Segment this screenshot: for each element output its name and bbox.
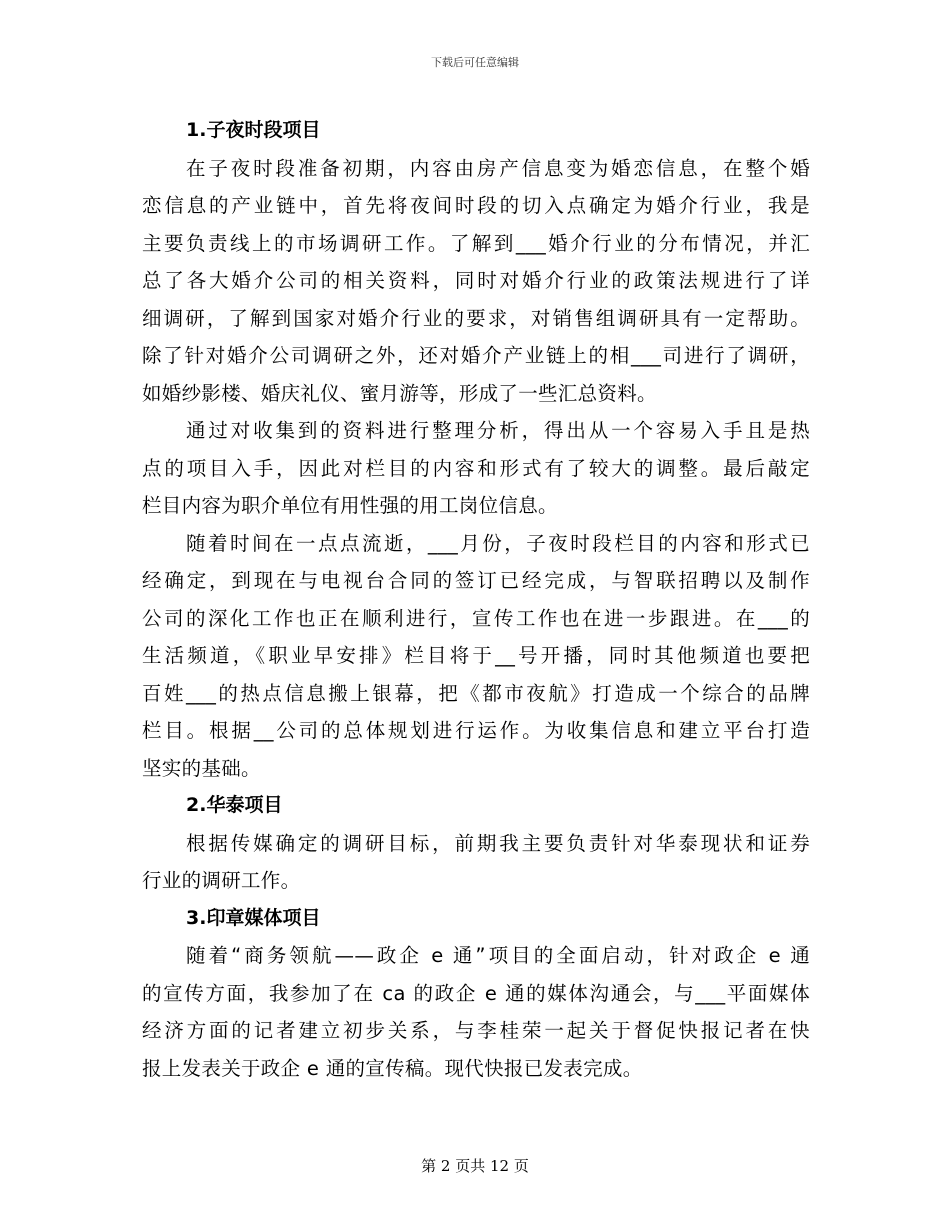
text-line: 报上发表关于政企 e 通的宣传稿。现代快报已发表完成。 xyxy=(142,1056,643,1080)
document-body xyxy=(142,112,810,1087)
text-line: 通过对收集到的资料进行整理分析，得出从一个容易入手且是热 xyxy=(186,419,810,442)
text-line: 生活频道，《职业早安排》栏目将于__号开播，同时其他频道也要把 xyxy=(142,644,810,667)
paragraph xyxy=(142,825,810,900)
text-line: 行业的调研工作。 xyxy=(142,869,301,892)
text-line: 在子夜时段准备初期，内容由房产信息变为婚恋信息，在整个婚 xyxy=(186,156,810,180)
section-heading: 1.子夜时段项目 xyxy=(186,119,321,141)
paragraph xyxy=(142,412,810,525)
text-line: 根据传媒确定的调研目标，前期我主要负责针对华泰现状和证券 xyxy=(186,831,810,855)
text-line: 百姓___的热点信息搬上银幕，把《都市夜航》打造成一个综合的品牌 xyxy=(142,681,810,705)
text-line: 随着时间在一点点流逝，___月份，子夜时段栏目的内容和形式已 xyxy=(186,531,810,555)
text-line: 随着“商务领航——政企 e 通”项目的全面启动，针对政企 e 通 xyxy=(186,944,810,967)
text-line: 栏目内容为职介单位有用性强的用工岗位信息。 xyxy=(142,494,558,517)
page-header-note: 下载后可任意编辑 xyxy=(431,56,519,69)
text-line: 的宣传方面，我参加了在 ca 的政企 e 通的媒体沟通会，与___平面媒体 xyxy=(142,981,810,1005)
section-heading: 3.印章媒体项目 xyxy=(186,906,321,929)
text-line: 细调研，了解到国家对婚介行业的要求，对销售组调研具有一定帮助。 xyxy=(142,306,810,330)
text-line: 点的项目入手，因此对栏目的内容和形式有了较大的调整。最后敲定 xyxy=(142,456,810,480)
text-line: 恋信息的产业链中，首先将夜间时段的切入点确定为婚介行业，我是 xyxy=(142,194,810,217)
text-line: 栏目。根据__公司的总体规划进行运作。为收集信息和建立平台打造 xyxy=(142,719,810,742)
section-heading: 2.华泰项目 xyxy=(186,794,283,816)
page-footer: 第 2 页共 12 页 xyxy=(421,1157,529,1175)
text-line: 总了各大婚介公司的相关资料，同时对婚介行业的政策法规进行了详 xyxy=(142,269,810,292)
text-line: 坚实的基础。 xyxy=(142,756,261,780)
text-line: 经确定，到现在与电视台合同的签订已经完成，与智联招聘以及制作 xyxy=(142,569,810,592)
paragraph xyxy=(142,937,810,1087)
text-line: 如婚纱影楼、婚庆礼仪、蜜月游等，形成了一些汇总资料。 xyxy=(142,381,657,405)
text-line: 主要负责线上的市场调研工作。了解到___婚介行业的分布情况，并汇 xyxy=(142,231,810,255)
paragraph xyxy=(142,150,810,413)
paragraph xyxy=(142,525,810,788)
text-line: 经济方面的记者建立初步关系，与李桂荣一起关于督促快报记者在快 xyxy=(142,1019,810,1042)
text-line: 公司的深化工作也正在顺利进行，宣传工作也在进一步跟进。在___的 xyxy=(142,606,810,630)
text-line: 除了针对婚介公司调研之外，还对婚介产业链上的相___司进行了调研， xyxy=(142,344,810,367)
